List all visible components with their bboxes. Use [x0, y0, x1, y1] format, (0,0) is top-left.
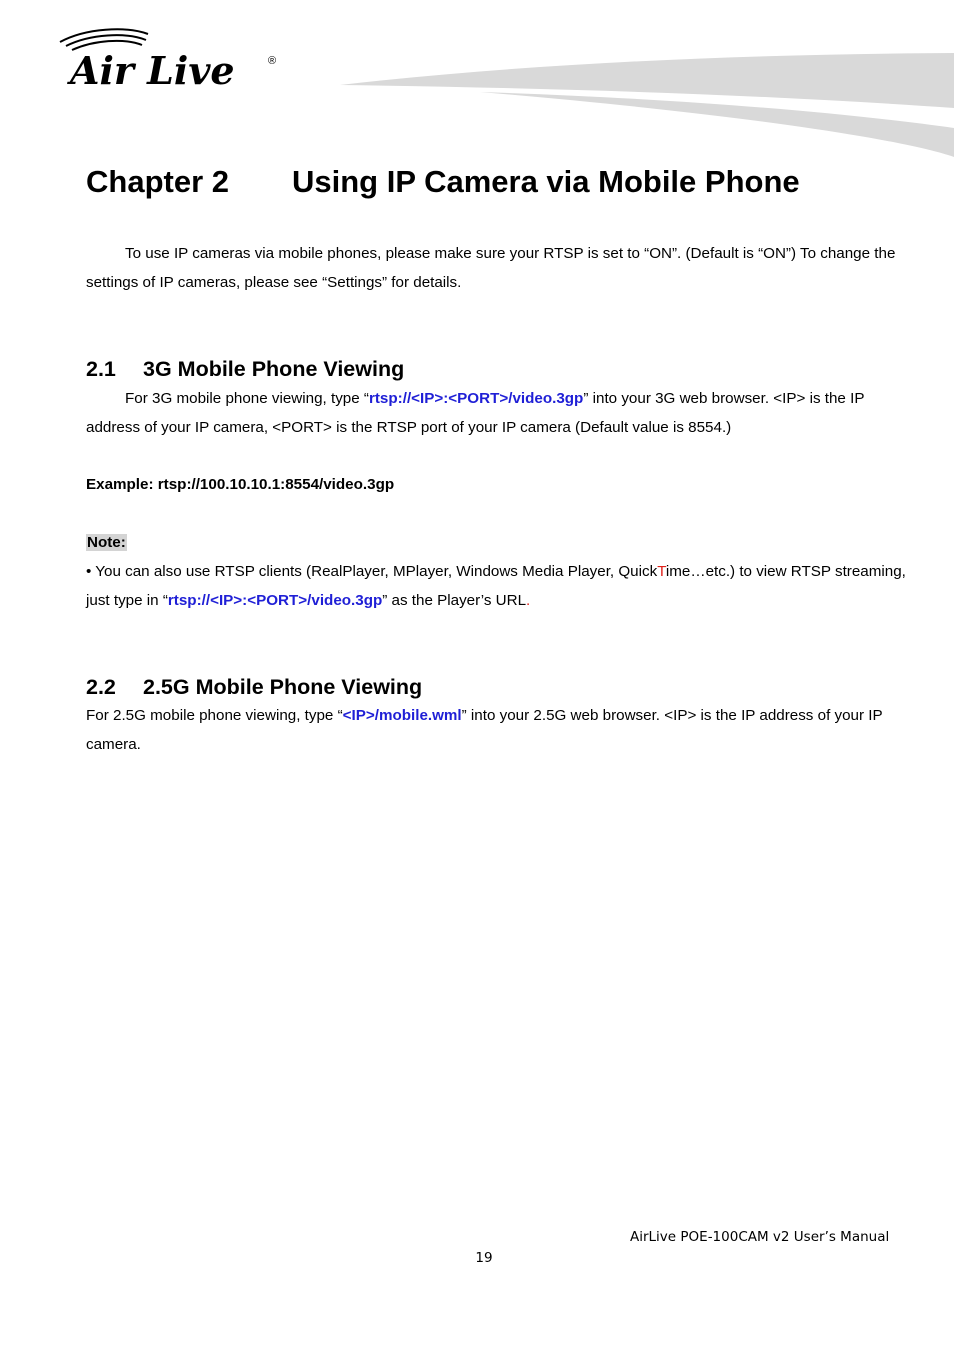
- chapter-title: Using IP Camera via Mobile Phone: [292, 164, 800, 199]
- footer-manual-title: AirLive POE-100CAM v2 User’s Manual: [630, 1229, 890, 1245]
- intro-paragraph: To use IP cameras via mobile phones, please make sure your RTSP is set to “ON”. (Default is “ON”) To change the settings of IP cameras, please see “Settings” for details.: [86, 245, 896, 291]
- section-25g-paragraph: For 2.5G mobile phone viewing, type “<IP>/mobile.wml” into your 2.5G web browser. <IP> is the IP address of your IP camera.: [86, 707, 883, 753]
- logo-text: Air Live: [70, 48, 235, 92]
- note-paragraph: • You can also use RTSP clients (RealPlayer, MPlayer, Windows Media Player, QuickTime…etc.) to view RTSP streaming, just type in “rtsp://<IP>:<PORT>/video.3gp” as the Player’s URL.: [86, 563, 906, 609]
- note-label: Note:: [87, 534, 126, 551]
- section-heading-3g: 2.1 3G Mobile Phone Viewing: [86, 357, 405, 381]
- registered-mark: ®: [268, 55, 277, 67]
- airlive-logo: [56, 24, 286, 92]
- chapter-number: Chapter 2: [86, 164, 229, 199]
- chapter-heading: [86, 162, 800, 202]
- section-3g-paragraph: For 3G mobile phone viewing, type “rtsp://<IP>:<PORT>/video.3gp” into your 3G web browser. <IP> is the IP address of your IP camera, <PORT> is the RTSP port of your IP camera (Default value is 8554.): [86, 390, 865, 436]
- section-heading-25g: 2.2 2.5G Mobile Phone Viewing: [86, 675, 423, 699]
- example-line: Example: rtsp://100.10.10.1:8554/video.3gp: [86, 476, 395, 493]
- rtsp-url: rtsp://<IP>:<PORT>/video.3gp: [368, 390, 584, 407]
- note-label-line: [86, 528, 916, 557]
- page-number: 19: [475, 1250, 493, 1266]
- rtsp-url-note: rtsp://<IP>:<PORT>/video.3gp: [167, 592, 383, 609]
- header-swoosh: [340, 40, 954, 170]
- mobile-wml-url: <IP>/mobile.wml: [342, 707, 462, 724]
